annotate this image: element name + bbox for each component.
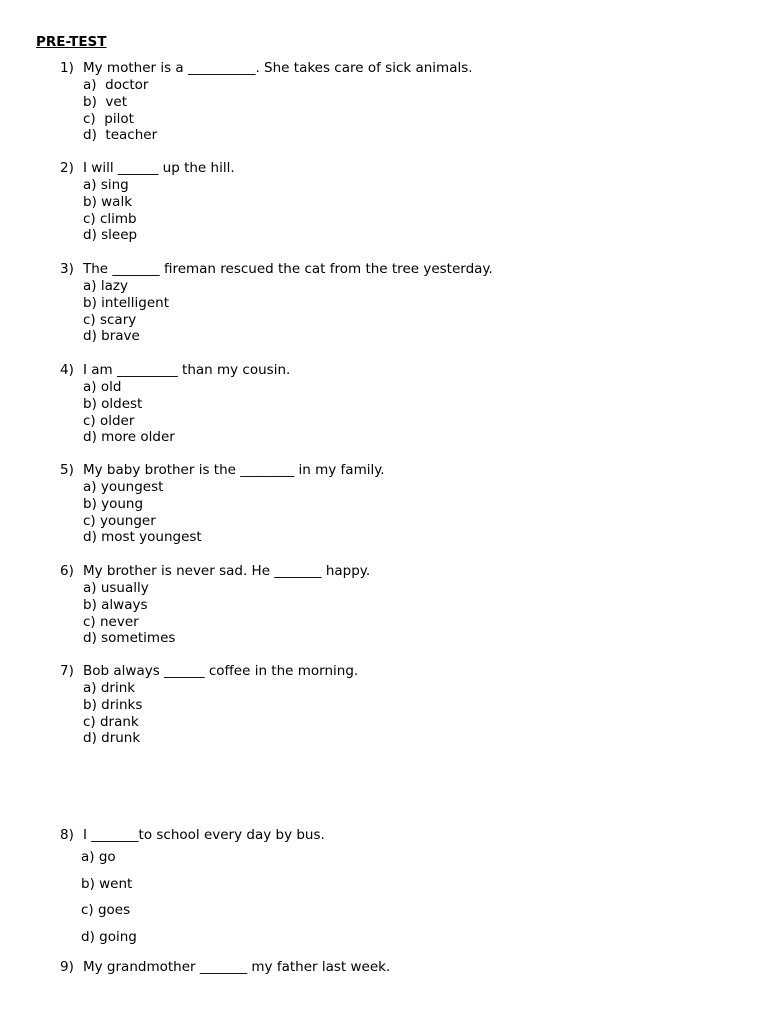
- answer-option-c: c) never: [83, 613, 139, 630]
- question-9: [60, 959, 740, 976]
- answer-option-b: b) intelligent: [83, 294, 170, 311]
- question-text: Bob always ______ coffee in the morning.: [83, 663, 359, 679]
- question-text: My mother is a __________. She takes care of sick animals.: [83, 60, 473, 76]
- answer-option-d: d) going: [81, 928, 137, 945]
- question-prompt: [60, 563, 740, 580]
- answer-options: [60, 177, 740, 244]
- question-text: I am _________ than my cousin.: [83, 362, 291, 378]
- question-7: [60, 663, 740, 747]
- question-text: My baby brother is the ________ in my family.: [83, 462, 385, 478]
- answer-option-b: b) drinks: [83, 696, 143, 713]
- page-title: PRE-TEST: [36, 34, 107, 50]
- question-4: [60, 362, 740, 446]
- answer-option-d: d) sometimes: [83, 630, 176, 647]
- answer-options: [60, 580, 740, 647]
- answer-option-d: d) drunk: [83, 730, 141, 747]
- answer-options: [60, 844, 740, 950]
- question-number: 8): [60, 827, 74, 843]
- answer-option-d: d) teacher: [83, 127, 158, 144]
- question-number: 9): [60, 959, 74, 975]
- answer-option-b: b) always: [83, 596, 148, 613]
- answer-option-c: c) younger: [83, 512, 156, 529]
- question-number: 5): [60, 462, 74, 478]
- answer-options: [60, 77, 740, 144]
- answer-options: [60, 680, 740, 747]
- question-number: 7): [60, 663, 74, 679]
- answer-option-b: b) young: [83, 495, 144, 512]
- answer-option-b: b) oldest: [83, 395, 143, 412]
- question-prompt: [60, 60, 740, 77]
- question-prompt: [60, 362, 740, 379]
- question-6: [60, 563, 740, 647]
- question-5: [60, 462, 740, 546]
- question-number: 3): [60, 261, 74, 277]
- answer-option-a: a) drink: [83, 680, 136, 696]
- answer-option-b: b) vet: [83, 93, 128, 110]
- question-number: 1): [60, 60, 74, 76]
- answer-option-a: a) doctor: [83, 77, 149, 93]
- answer-options: [60, 278, 740, 345]
- answer-option-d: d) most youngest: [83, 529, 202, 546]
- question-prompt: [60, 827, 740, 844]
- question-text: I _______to school every day by bus.: [83, 827, 325, 843]
- answer-option-a: a) old: [83, 379, 122, 395]
- answer-option-a: a) lazy: [83, 278, 128, 294]
- question-prompt: [60, 462, 740, 479]
- question-3: [60, 261, 740, 345]
- question-number: 2): [60, 160, 74, 176]
- answer-option-b: b) walk: [83, 193, 133, 210]
- answer-option-d: d) more older: [83, 429, 175, 446]
- question-prompt: [60, 959, 740, 976]
- answer-option-a: a) go: [81, 849, 116, 865]
- answer-option-a: a) sing: [83, 177, 129, 193]
- question-8: [60, 827, 740, 950]
- answer-option-c: c) older: [83, 412, 135, 429]
- question-number: 4): [60, 362, 74, 378]
- question-text: My brother is never sad. He _______ happy.: [83, 563, 371, 579]
- question-prompt: [60, 663, 740, 680]
- answer-option-c: c) climb: [83, 210, 137, 227]
- answer-option-d: d) brave: [83, 328, 140, 345]
- answer-option-c: c) goes: [81, 902, 131, 919]
- answer-option-a: a) youngest: [83, 479, 164, 495]
- question-text: I will ______ up the hill.: [83, 160, 235, 176]
- answer-option-d: d) sleep: [83, 227, 138, 244]
- answer-option-c: c) scary: [83, 311, 137, 328]
- answer-option-c: c) drank: [83, 713, 139, 730]
- question-prompt: [60, 261, 740, 278]
- answer-options: [60, 479, 740, 546]
- answer-options: [60, 379, 740, 446]
- question-2: [60, 160, 740, 244]
- question-prompt: [60, 160, 740, 177]
- answer-option-b: b) went: [81, 875, 133, 892]
- question-number: 6): [60, 563, 74, 579]
- question-text: The _______ fireman rescued the cat from the tree yesterday.: [83, 261, 493, 277]
- answer-option-a: a) usually: [83, 580, 149, 596]
- question-text: My grandmother _______ my father last week.: [83, 959, 391, 975]
- answer-option-c: c) pilot: [83, 110, 134, 127]
- question-1: [60, 60, 740, 144]
